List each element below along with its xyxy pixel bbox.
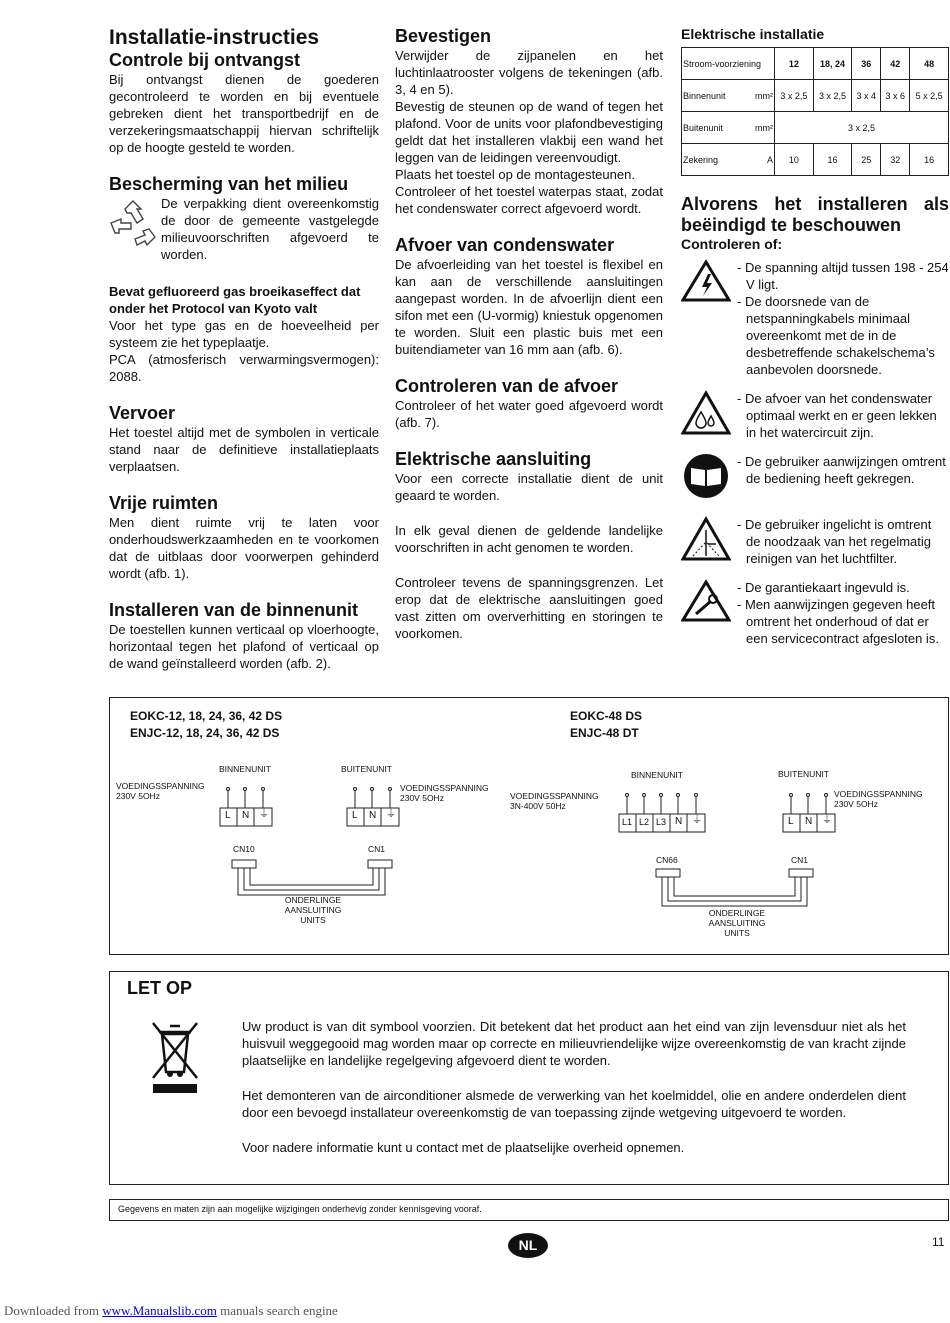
terminal-l: L	[225, 810, 231, 821]
table-header-cell: 12	[775, 48, 814, 80]
ground-icon: ⏚	[259, 809, 269, 820]
connector-cn1-left: CN1	[368, 844, 386, 854]
wiring-left-title-1: EOKC-12, 18, 24, 36, 42 DS	[130, 709, 283, 723]
receipt-text: Bij ontvangst dienen de goederen gecontroleerd te worden en bij eventuele gebreken dient het transportbedrijf en de verzekeringsmaatschappij hiervan schriftelijk op de hoogte gesteld te worden.	[109, 72, 379, 155]
language-badge: NL	[508, 1233, 548, 1258]
label-voltage-400: 3N-400V 50Hz	[510, 801, 566, 811]
heading-drain-check: Controleren van de afvoer	[395, 376, 619, 396]
table-cell: 16	[910, 144, 949, 176]
check-item: - De gebruiker aanwijzingen omtrent de bediening heeft gekregen.	[737, 454, 946, 486]
label-interconnect-left-2: AANSLUITING	[284, 905, 342, 915]
heading-indoor-unit: Installeren van de binnenunit	[109, 600, 359, 620]
wiring-right-title-2: ENJC-48 DT	[570, 726, 639, 740]
checks-subheading: Controleren of:	[681, 236, 783, 252]
notice-paragraph-3: Voor nadere informatie kunt u contact met de plaatselijke overheid opnemen.	[242, 1140, 685, 1155]
table-header-cell: 18, 24	[813, 48, 852, 80]
electrical-text-2: In elk geval dienen de geldende landelijke voorschriften in acht genomen te worden.	[395, 523, 663, 555]
label-interconnect-left-3: UNITS	[300, 915, 326, 925]
terminal-l: L	[352, 810, 358, 821]
table-row	[682, 112, 949, 144]
heading-fixing: Bevestigen	[395, 26, 492, 46]
column-right	[681, 26, 949, 647]
check-item: - Men aanwijzingen gegeven heeft omtrent het onderhoud of dat er een servicecontract afgesloten is.	[737, 597, 939, 646]
check-group-maintenance	[681, 579, 949, 647]
ground-icon: ⏚	[692, 815, 702, 826]
check-group-condensate	[681, 390, 949, 441]
table-cell: Stroom-voorziening	[682, 48, 775, 80]
heading-environment: Bescherming van het milieu	[109, 174, 349, 194]
fixing-text-4: Controleer of het toestel waterpas staat, zodat het condenswater correct afgevoerd wordt.	[395, 184, 663, 216]
label-interconnect-left-1: ONDERLINGE	[284, 895, 342, 905]
table-cell: 10	[775, 144, 814, 176]
table-cell: 5 x 2,5	[910, 80, 949, 112]
check-item: - De gebruiker ingelicht is omtrent de noodzaak van het regelmatig reinigen van het luchtfilter.	[737, 517, 932, 566]
terminal-n: N	[369, 810, 377, 821]
crossed-bin-icon	[150, 1020, 200, 1094]
table-cell: Buitenunit	[682, 112, 743, 144]
terminal-l2: L2	[639, 817, 650, 827]
label-outdoor-right: BUITENUNIT	[778, 769, 829, 779]
heading-receipt: Controle bij ontvangst	[109, 50, 300, 70]
heading-transport: Vervoer	[109, 403, 176, 423]
heading-final-checks: Alvorens het installeren als beëindigd te beschouwen	[681, 194, 949, 235]
connector-cn66: CN66	[656, 855, 678, 865]
transport-text: Het toestel altijd met de symbolen in verticale stand naar de definitieve installatieplaats verplaatsen.	[109, 425, 379, 474]
check-item: - De afvoer van het condenswater optimaal werkt en er geen lekken in het watercircuit zijn.	[737, 391, 937, 440]
gas-text-1: Voor het type gas en de hoeveelheid per systeem zie het typeplaatje.	[109, 318, 379, 350]
electric-hazard-icon	[681, 259, 731, 303]
fixing-text-2: Bevestig de steunen op de wand of tegen het plafond. Voor de units voor plafondbevestiging geldt dat het installeren vlakbij een wand het leggen van de leidingen vereenvoudigt.	[395, 99, 663, 165]
free-space-text: Men dient ruimte vrij te laten voor onderhoudswerkzaamheden en te voorkomen dat de uitblaas door voorwerpen gehinderd wordt (afb. 1).	[109, 515, 379, 581]
check-group-filter	[681, 516, 949, 567]
table-cell: 32	[881, 144, 910, 176]
terminal-n: N	[805, 816, 813, 827]
notice-box	[109, 971, 949, 1185]
table-cell: 16	[813, 144, 852, 176]
indoor-unit-text: De toestellen kunnen verticaal op vloerhoogte, horizontaal tegen het plafond of verticaal op de wand geïnstalleerd worden (afb. 2).	[109, 622, 379, 671]
water-drop-warning-icon	[681, 390, 731, 436]
filter-cleaning-icon	[681, 516, 731, 562]
fixing-text-3: Plaats het toestel op de montagesteunen.	[395, 167, 635, 182]
heading-condensate: Afvoer van condenswater	[395, 235, 615, 255]
check-group-voltage	[681, 259, 949, 378]
electrical-table	[681, 47, 949, 176]
table-row	[682, 144, 949, 176]
table-header-cell: 42	[881, 48, 910, 80]
column-middle	[395, 26, 663, 642]
page-number: 11	[932, 1235, 945, 1249]
label-supply-right: VOEDINGSSPANNING	[510, 791, 599, 801]
disclaimer-text: Gegevens en maten zijn aan mogelijke wijzigingen onderhevig zonder kennisgeving vooraf.	[118, 1204, 482, 1214]
label-voltage-left: 230V 5OHz	[116, 791, 160, 801]
table-cell: 3 x 6	[881, 80, 910, 112]
ground-icon: ⏚	[822, 815, 832, 826]
table-cell: mm²	[742, 80, 775, 112]
label-supply-left: VOEDINGSSPANNING	[116, 781, 205, 791]
table-cell: 3 x 2,5	[813, 80, 852, 112]
manual-book-icon	[681, 453, 731, 499]
table-cell: mm²	[742, 112, 775, 144]
label-indoor-left: BINNENUNIT	[219, 764, 271, 774]
label-interconnect-right-2: AANSLUITING	[708, 918, 766, 928]
table-cell: A	[742, 144, 775, 176]
table-cell: 25	[852, 144, 881, 176]
heading-fluorinated-gas: Bevat gefluoreerd gas broeikaseffect dat onder het Protocol van Kyoto valt	[109, 284, 361, 316]
download-prefix: Downloaded from	[4, 1303, 99, 1318]
terminal-l: L	[788, 816, 794, 827]
notice-paragraph-2: Het demonteren van de airconditioner alsmede de verwerking van het koelmiddel, olie en andere onderdelen dient door een bevoegd installateur overeenkomstig de van toepassing zijnde wetgeving uitgevoerd te worden.	[242, 1088, 906, 1120]
gas-text-2: PCA (atmosferisch verwarmingsvermogen): 2088.	[109, 352, 379, 384]
manualslib-link[interactable]: www.Manualslib.com	[102, 1303, 217, 1318]
heading-electrical-connection: Elektrische aansluiting	[395, 449, 592, 469]
label-interconnect-right-3: UNITS	[724, 928, 750, 938]
terminal-n: N	[242, 810, 250, 821]
table-cell: Zekering	[682, 144, 743, 176]
wrench-warning-icon	[681, 579, 731, 623]
label-interconnect-right-1: ONDERLINGE	[708, 908, 766, 918]
label-outdoor-left: BUITENUNIT	[341, 764, 392, 774]
download-suffix: manuals search engine	[220, 1303, 338, 1318]
connector-cn1-right: CN1	[791, 855, 809, 865]
check-item: - De garantiekaart ingevuld is.	[737, 580, 910, 595]
download-note	[4, 1303, 338, 1319]
table-cell: Binnenunit	[682, 80, 743, 112]
notice-text	[242, 1018, 906, 1156]
heading-free-space: Vrije ruimten	[109, 493, 219, 513]
recycle-icon	[109, 199, 157, 251]
table-cell: 3 x 4	[852, 80, 881, 112]
ground-icon: ⏚	[386, 809, 396, 820]
table-header-row	[682, 48, 949, 80]
table-cell: 3 x 2,5	[775, 80, 814, 112]
notice-heading: LET OP	[127, 978, 193, 998]
table-header-cell: 36	[852, 48, 881, 80]
wiring-diagram	[109, 697, 949, 955]
wiring-lines	[110, 698, 948, 954]
fixing-text-1: Verwijder de zijpanelen en het luchtinlaatrooster volgens de tekeningen (afb. 3, 4 en 5).	[395, 48, 663, 97]
label-voltage-right-outdoor: 230V 5OHz	[834, 799, 878, 809]
check-item: - De spanning altijd tussen 198 - 254 V ligt.	[737, 260, 949, 292]
check-group-instructions	[681, 453, 949, 504]
terminal-n: N	[675, 816, 683, 827]
label-indoor-right: BINNENUNIT	[631, 770, 683, 780]
terminal-l3: L3	[656, 817, 667, 827]
electrical-text-1: Voor een correcte installatie dient de unit geaard te worden.	[395, 471, 663, 503]
disclaimer-box	[109, 1199, 949, 1221]
column-left	[109, 26, 379, 672]
check-item: - De doorsnede van de netspanningkabels minimaal overeenkomt met de in de desbetreffende schakelschema’s aanbevolen doorsnede.	[737, 294, 935, 377]
condensate-text: De afvoerleiding van het toestel is flexibel en kan aan de verschillende aansluitingen aangepast worden. In de afvoerlijn dient een sifon met een (U-vormig) kniestuk opgenomen te worden. Sluit een plastic buis met een buitendiameter van 16 mm aan (afb. 6).	[395, 257, 663, 357]
page-title: Installatie-instructies	[109, 26, 320, 49]
connector-cn10: CN10	[233, 844, 255, 854]
wiring-left-title-2: ENJC-12, 18, 24, 36, 42 DS	[130, 726, 280, 740]
label-voltage-left-outdoor: 230V 5OHz	[400, 793, 444, 803]
wiring-right-title-1: EOKC-48 DS	[570, 709, 643, 723]
table-cell: 3 x 2,5	[775, 112, 949, 144]
label-supply-right-outdoor: VOEDINGSSPANNING	[834, 789, 923, 799]
heading-electrical-installation: Elektrische installatie	[681, 26, 825, 42]
notice-paragraph-1: Uw product is van dit symbool voorzien. Dit betekent dat het product aan het eind van zijn levensduur niet als het huisvuil weggegooid mag worden maar op correcte en milieuvriendelijke wijze overeenkomstig de van kracht zijnde plaatselijke en landelijke regelgeving afgevoerd dient te worden.	[242, 1019, 906, 1068]
electrical-text-3: Controleer tevens de spanningsgrenzen. Let erop dat de elektrische aansluitingen goed vast zitten om oververhitting en storingen te voorkomen.	[395, 575, 663, 641]
environment-text: De verpakking dient overeenkomstig de door de gemeente vastgelegde milieuvoorschriften afgevoerd te worden.	[161, 196, 379, 262]
drain-check-text: Controleer of het water goed afgevoerd wordt (afb. 7).	[395, 398, 663, 430]
terminal-l1: L1	[622, 817, 633, 827]
table-header-cell: 48	[910, 48, 949, 80]
table-row	[682, 80, 949, 112]
label-supply-left-outdoor: VOEDINGSSPANNING	[400, 783, 489, 793]
